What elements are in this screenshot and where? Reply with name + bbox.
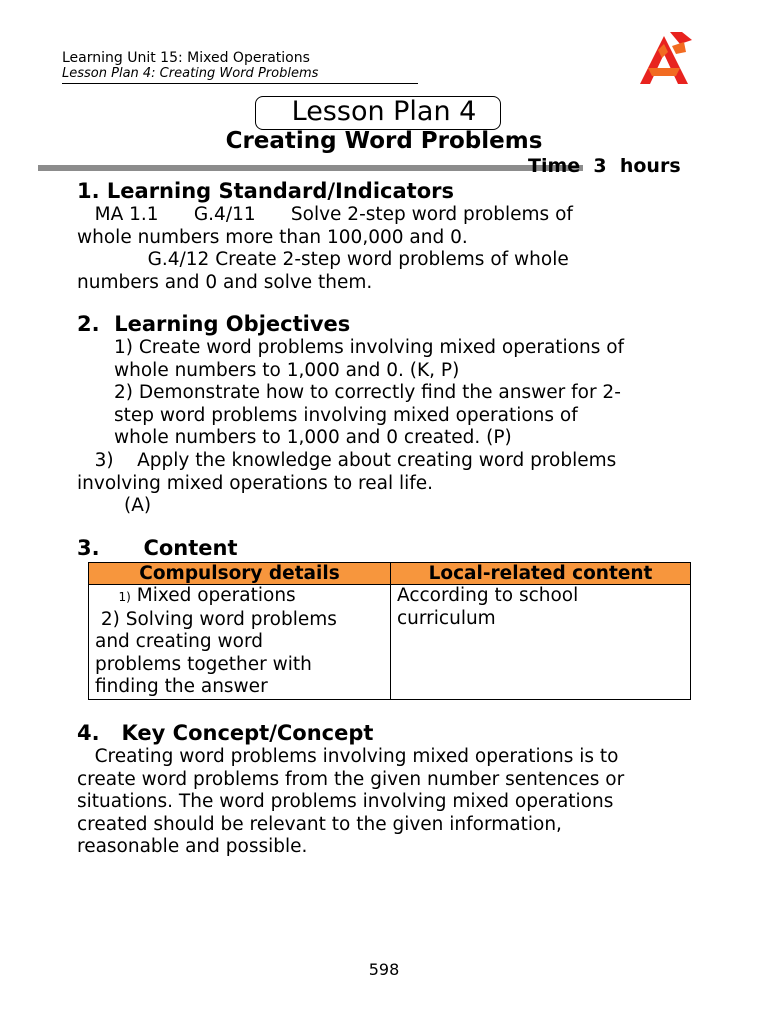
local-line: curriculum: [397, 607, 496, 629]
section1-line: whole numbers more than 100,000 and 0.: [77, 226, 468, 248]
section1-line: MA 1.1 G.4/11 Solve 2-step word problems of: [77, 204, 573, 225]
page-number: 598: [368, 960, 400, 979]
section2-heading: 2. Learning Objectives: [77, 312, 351, 336]
content-table: [88, 562, 691, 700]
header-rule: [62, 83, 418, 84]
table-header-compulsory: Compulsory details: [89, 563, 391, 585]
section3-heading: 3. Content: [77, 536, 238, 560]
objective-line: (A): [77, 495, 152, 517]
concept-line: create word problems from the given number sentences or: [77, 768, 625, 790]
compulsory-line: problems together with: [95, 653, 312, 675]
compulsory-line: 2) Solving word problems: [95, 608, 337, 630]
section2-objectives: [114, 337, 624, 450]
objective-line: whole numbers to 1,000 and 0. (K, P): [114, 359, 460, 381]
concept-line: reasonable and possible.: [77, 836, 308, 858]
compulsory-item-1: [95, 585, 384, 609]
concept-line: Creating word problems involving mixed operations is to: [77, 746, 619, 767]
compulsory-cell: [89, 585, 391, 700]
objective-line: 3) Apply the knowledge about creating word problems: [77, 450, 617, 471]
time-label: Time 3 hours: [528, 155, 681, 177]
section4-heading: 4. Key Concept/Concept: [77, 721, 374, 745]
section1-line: numbers and 0 and solve them.: [77, 271, 373, 293]
objective-line: 2) Demonstrate how to correctly find the answer for 2-: [114, 382, 621, 404]
concept-line: created should be relevant to the given information,: [77, 813, 562, 835]
local-cell: [391, 585, 691, 700]
objective-line: whole numbers to 1,000 and 0 created. (P): [114, 427, 512, 449]
concept-line: situations. The word problems involving mixed operations: [77, 791, 614, 813]
title-rule: [38, 165, 583, 171]
section1-line: G.4/12 Create 2-step word problems of whole: [77, 249, 569, 271]
section4-body: [77, 746, 624, 859]
page-subtitle: Creating Word Problems: [225, 128, 543, 154]
table-header-local: Local-related content: [391, 563, 691, 585]
objective-line: step word problems involving mixed operations of: [114, 404, 578, 426]
page-title: Lesson Plan 4: [291, 96, 477, 127]
table-header-row: [89, 563, 691, 585]
table-row: [89, 585, 691, 700]
header-lesson: Lesson Plan 4: Creating Word Problems: [62, 66, 319, 81]
objective-line: involving mixed operations to real life.: [77, 472, 434, 494]
header-unit: Learning Unit 15: Mixed Operations: [62, 50, 310, 66]
objective-line: 1) Create word problems involving mixed operations of: [114, 337, 625, 358]
compulsory-line: finding the answer: [95, 676, 268, 698]
section1-body: [77, 204, 573, 294]
item-text: Mixed operations: [136, 585, 296, 606]
compulsory-line: and creating word: [95, 631, 263, 653]
publisher-logo-icon: [634, 30, 694, 86]
section1-heading: 1. Learning Standard/Indicators: [77, 179, 454, 203]
item-number: 1): [118, 590, 131, 604]
section2-objective-3: [77, 450, 616, 518]
local-line: According to school: [397, 585, 579, 606]
